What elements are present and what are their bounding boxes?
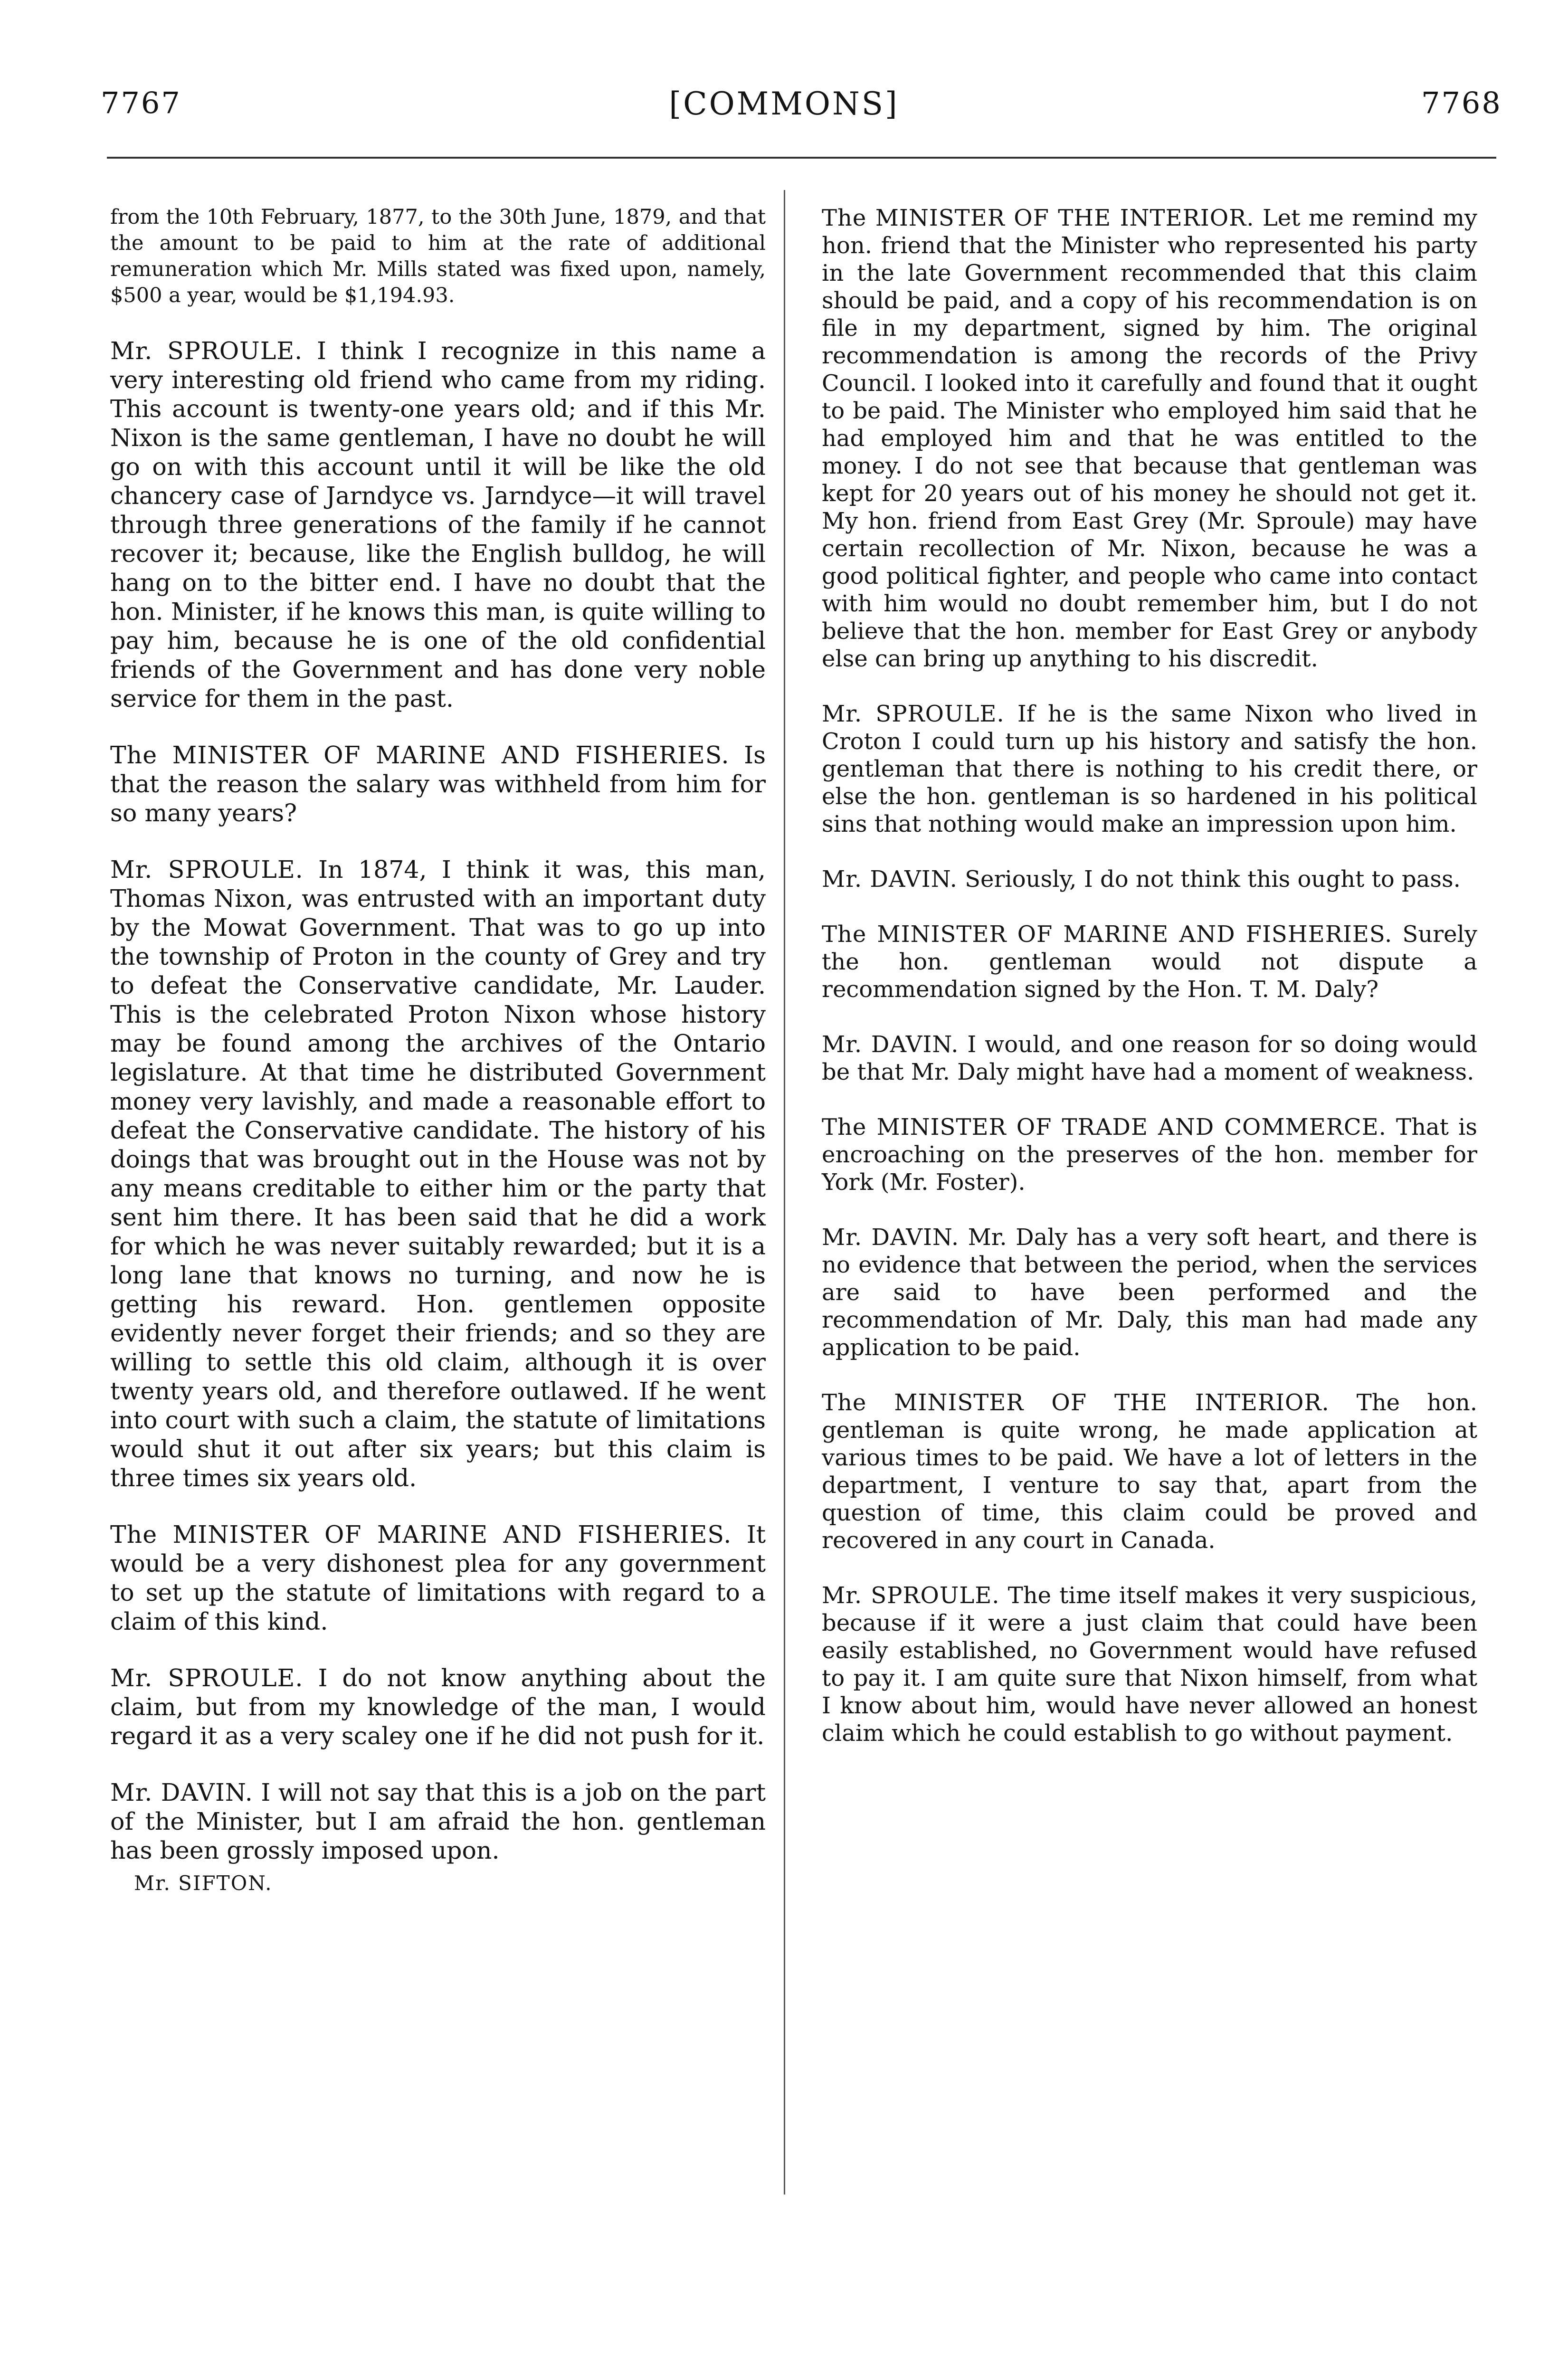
speaker-name: Mr. SPROULE. bbox=[822, 701, 1005, 727]
paragraph bbox=[822, 921, 1477, 1003]
paragraph bbox=[822, 1113, 1477, 1196]
paragraph bbox=[822, 1224, 1477, 1361]
paragraph-text: I will not say that this is a job on the part of the Minister, but I am afraid the hon. gentleman has been grossly imposed upon. bbox=[110, 1778, 766, 1864]
right-column bbox=[822, 204, 1477, 1775]
speaker-name: The MINISTER OF THE INTERIOR. bbox=[822, 205, 1254, 231]
paragraph bbox=[110, 741, 766, 827]
speaker-name: Mr. SPROULE. bbox=[110, 1664, 304, 1692]
page-number-left: 7767 bbox=[101, 86, 181, 120]
paragraph-text: Let me remind my hon. friend that the Minister who represented his party in the late Government recommended that this claim should be paid, and a copy of his recommendation is on file in my department, signed by him. The original recommendation is among the records of the Privy Council. I looked into it carefully and found that it ought to be paid. The Minister who employed him said that he had employed him and that he was entitled to the money. I do not see that because that gentleman was kept for 20 years out of his money he should not get it. My hon. friend from East Grey (Mr. Sproule) may have certain recollection of Mr. Nixon, because he was a good political fighter, and people who came into contact with him would no doubt remember him, but I do not believe that the hon. member for East Grey or anybody else can bring up anything to his discredit. bbox=[822, 205, 1477, 672]
paragraph-text: from the 10th February, 1877, to the 30th June, 1879, and that the amount to be paid to him at the rate of additional remuneration which Mr. Mills stated was fixed upon, namely, $500 a year, would be $1,194.93. bbox=[110, 205, 766, 307]
paragraph bbox=[110, 1663, 766, 1750]
left-column bbox=[110, 204, 766, 1895]
paragraph bbox=[822, 1031, 1477, 1086]
speaker-name: Mr. DAVIN. bbox=[822, 1224, 960, 1251]
next-speaker-signature: Mr. SIFTON. bbox=[134, 1872, 273, 1895]
paragraph-text: I would, and one reason for so doing would be that Mr. Daly might have had a moment of weakness. bbox=[822, 1031, 1477, 1085]
paragraph-text: That is encroaching on the preserves of the hon. member for York (Mr. Foster). bbox=[822, 1114, 1478, 1196]
paragraph bbox=[110, 204, 766, 309]
page-header bbox=[0, 86, 1568, 138]
speaker-name: The MINISTER OF MARINE AND FISHERIES. bbox=[110, 741, 730, 769]
speaker-name: Mr. SPROULE. bbox=[822, 1582, 1000, 1609]
paragraph bbox=[110, 1778, 766, 1865]
paragraph-text: The hon. gentleman is quite wrong, he made application at various times to be paid. We have a lot of letters in the department, I venture to say that, apart from the question of time, this claim could be proved and recovered in any court in Canada. bbox=[822, 1389, 1478, 1554]
speaker-name: Mr. SPROULE. bbox=[110, 337, 303, 365]
paragraph-text: It would be a very dishonest plea for any government to set up the statute of limitations with regard to a claim of this kind. bbox=[110, 1520, 766, 1635]
paragraph bbox=[822, 1582, 1477, 1747]
speaker-name: The MINISTER OF MARINE AND FISHERIES. bbox=[822, 921, 1393, 948]
speaker-name: The MINISTER OF TRADE AND COMMERCE. bbox=[822, 1114, 1387, 1140]
paragraph bbox=[822, 1389, 1477, 1554]
speaker-name: Mr. SPROULE. bbox=[110, 855, 304, 884]
header-rule bbox=[107, 157, 1496, 159]
column-separator bbox=[784, 190, 785, 2194]
paragraph-text: The time itself makes it very suspicious, because if it were a just claim that could have been easily established, no Government would have refused to pay it. I am quite sure that Nixon himself, from what I know about him, would have never allowed an honest claim which he could establish to go without payment. bbox=[822, 1582, 1477, 1747]
paragraph bbox=[822, 865, 1477, 893]
running-head: [COMMONS] bbox=[669, 86, 899, 122]
paragraph bbox=[110, 1520, 766, 1636]
paragraph-text: Surely the hon. gentleman would not dispute a recommendation signed by the Hon. T. M. Daly? bbox=[822, 921, 1477, 1003]
speaker-name: Mr. DAVIN. bbox=[822, 866, 958, 893]
paragraph-text: Mr. Daly has a very soft heart, and there is no evidence that between the period, when the services are said to have been performed and the recommendation of Mr. Daly, this man had made any application to be paid. bbox=[822, 1224, 1478, 1361]
speaker-name: Mr. DAVIN. bbox=[822, 1031, 959, 1058]
speaker-name: Mr. DAVIN. bbox=[110, 1778, 253, 1806]
paragraph-text: Is that the reason the salary was withheld from him for so many years? bbox=[110, 741, 766, 827]
paragraph-text: I think I recognize in this name a very interesting old friend who came from my riding. This account is twenty-one years old; and if this Mr. Nixon is the same gentleman, I have no doubt he will go on with this account until it will be like the old chancery case of Jarndyce vs. Jarndyce—it will travel through three generations of the family if he cannot recover it; because, like the English bulldog, he will hang on to the bitter end. I have no doubt that the hon. Minister, if he knows this man, is quite willing to pay him, because he is one of the old confidential friends of the Government and has done very noble service for them in the past. bbox=[110, 337, 766, 712]
page-number-right: 7768 bbox=[1421, 86, 1502, 120]
paragraph-text: I do not know anything about the claim, but from my knowledge of the man, I would regard it as a very scaley one if he did not push for it. bbox=[110, 1664, 766, 1750]
paragraph-text: In 1874, I think it was, this man, Thomas Nixon, was entrusted with an important duty by the Mowat Government. That was to go up into the township of Proton in the county of Grey and try to defeat the Conservative candidate, Mr. Lauder. This is the celebrated Proton Nixon whose history may be found among the archives of the Ontario legislature. At that time he distributed Government money very lavishly, and made a reasonable effort to defeat the Conservative candidate. The history of his doings that was brought out in the House was not by any means creditable to either him or the party that sent him there. It has been said that he did a work for which he was never suitably rewarded; but it is a long lane that knows no turning, and now he is getting his reward. Hon. gentlemen opposite evidently never forget their friends; and so they are willing to settle this old claim, although it is over twenty years old, and therefore outlawed. If he went into court with such a claim, the statute of limitations would shut it out after six years; but this claim is three times six years old. bbox=[110, 855, 766, 1492]
paragraph bbox=[110, 855, 766, 1492]
speaker-name: The MINISTER OF MARINE AND FISHERIES. bbox=[110, 1520, 732, 1548]
paragraph bbox=[822, 204, 1477, 673]
paragraph-text: If he is the same Nixon who lived in Croton I could turn up his history and satisfy the hon. gentleman that there is nothing to his credit there, or else the hon. gentleman is so hardened in his political sins that nothing would make an impression upon him. bbox=[822, 701, 1477, 837]
paragraph bbox=[110, 336, 766, 713]
paragraph-text: Seriously, I do not think this ought to pass. bbox=[965, 866, 1461, 893]
paragraph bbox=[822, 700, 1477, 838]
speaker-name: The MINISTER OF THE INTERIOR. bbox=[822, 1389, 1330, 1416]
